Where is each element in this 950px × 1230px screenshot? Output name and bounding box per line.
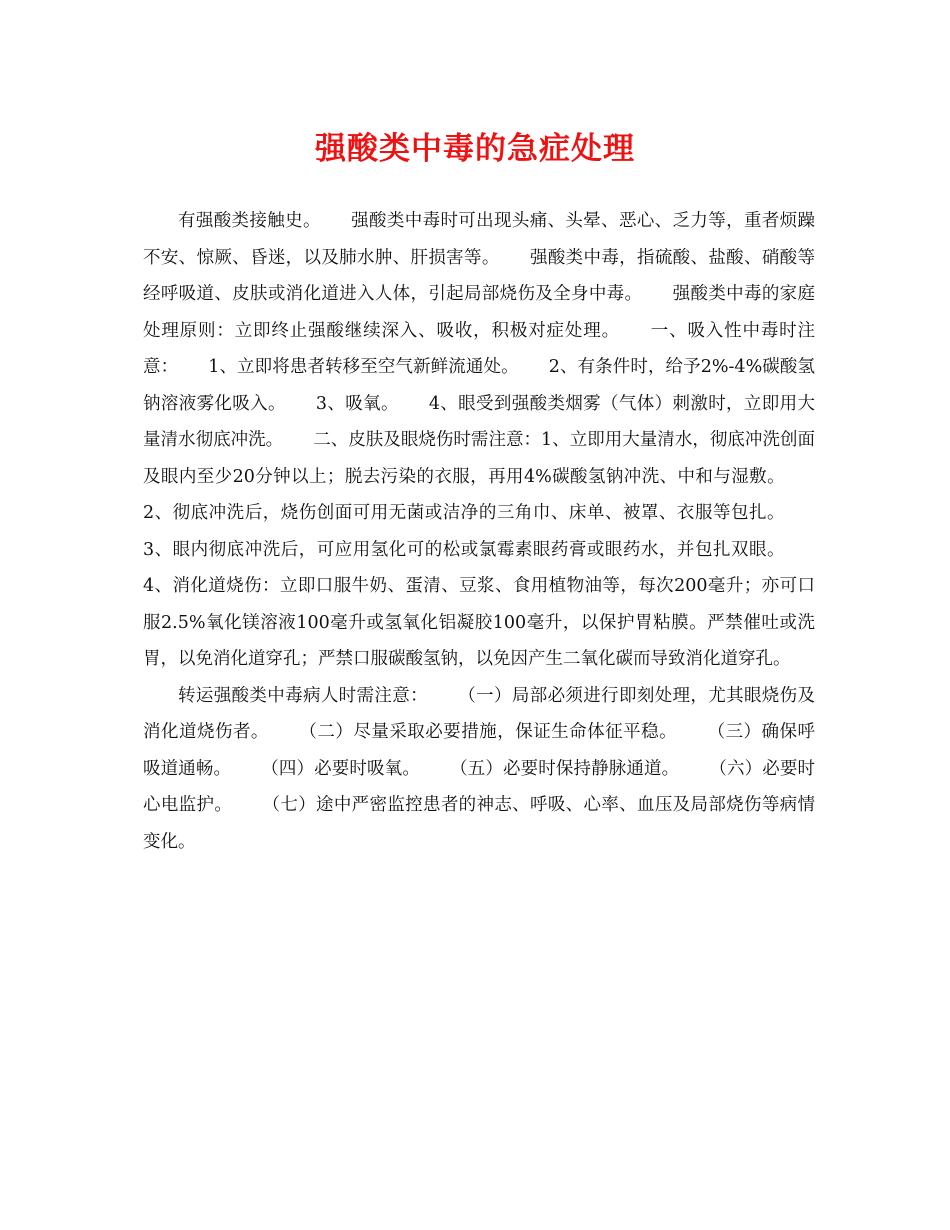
text-segment: 4、眼受到强酸类烟雾（气体）刺激时，立即用大量清水彻底冲洗。 <box>143 393 815 450</box>
text-segment: 强酸类中毒的家庭处理原则：立即终止强酸继续深入、吸收，积极对症处理。 <box>143 284 816 341</box>
text-segment: 转运强酸类中毒病人时需注意： <box>178 685 428 706</box>
text-segment: 3、眼内彻底冲洗后，可应用氢化可的松或氯霉素眼药膏或眼药水，并包扎双眼。 <box>143 539 785 560</box>
text-segment: （一）局部必须进行即刻处理，尤其眼烧伤及消化道烧伤者。 <box>143 685 816 742</box>
text-segment: （二）尽量采取必要措施，保证生命体征平稳。 <box>298 722 678 742</box>
text-segment: （五）必要时保持静脉通道。 <box>449 758 680 779</box>
text-segment: 有强酸类接触史。 <box>178 211 321 231</box>
text-segment: （六）必要时心电监护。 <box>143 758 816 815</box>
text-segment: （四）必要时吸氧。 <box>261 758 420 779</box>
text-segment: 二、皮肤及眼烧伤时需注意：1、立即用大量清水，彻底冲洗创面及眼内至少20分钟以上；脱去污染的衣服，再用4%碳酸氢钠冲洗、中和与湿敷。 <box>143 430 815 487</box>
page-title: 强酸类中毒的急症处理 <box>315 131 635 167</box>
text-segment: 一、吸入性中毒时注意： <box>143 320 816 377</box>
paragraph-2 <box>143 678 815 861</box>
text-segment: 1、立即将患者转移至空气新鲜流通处。 <box>208 357 519 377</box>
text-segment: 强酸类中毒，指硫酸、盐酸、硝酸等经呼吸道、皮肤或消化道进入人体，引起局部烧伤及全身中毒。 <box>143 247 816 304</box>
text-segment: （七）途中严密监控患者的神志、呼吸、心率、血压及局部烧伤等病情变化。 <box>143 795 816 852</box>
text-segment: 2、有条件时，给予2%-4%碳酸氢钠溶液雾化吸入。 <box>143 357 816 414</box>
text-segment: 强酸类中毒时可出现头痛、头晕、恶心、乏力等，重者烦躁不安、惊厥、昏迷，以及肺水肿、肝损害等。 <box>143 211 816 268</box>
text-segment: （三）确保呼吸道通畅。 <box>143 722 816 779</box>
text-segment: 3、吸氧。 <box>315 393 399 414</box>
text-segment: 4、消化道烧伤：立即口服牛奶、蛋清、豆浆、食用植物油等，每次200毫升；亦可口服2.5%氧化镁溶液100毫升或氢氧化铝凝胶100毫升，以保护胃粘膜。严禁催吐或洗胃，以免消化道穿孔；严禁口服碳酸氢钠，以免因产生二氧化碳而导致消化道穿孔。 <box>143 576 815 669</box>
text-segment: 2、彻底冲洗后，烧伤创面可用无菌或洁净的三角巾、床单、被罩、衣服等包扎。 <box>143 503 785 523</box>
paragraph-1 <box>143 203 815 678</box>
document-body <box>143 203 815 860</box>
